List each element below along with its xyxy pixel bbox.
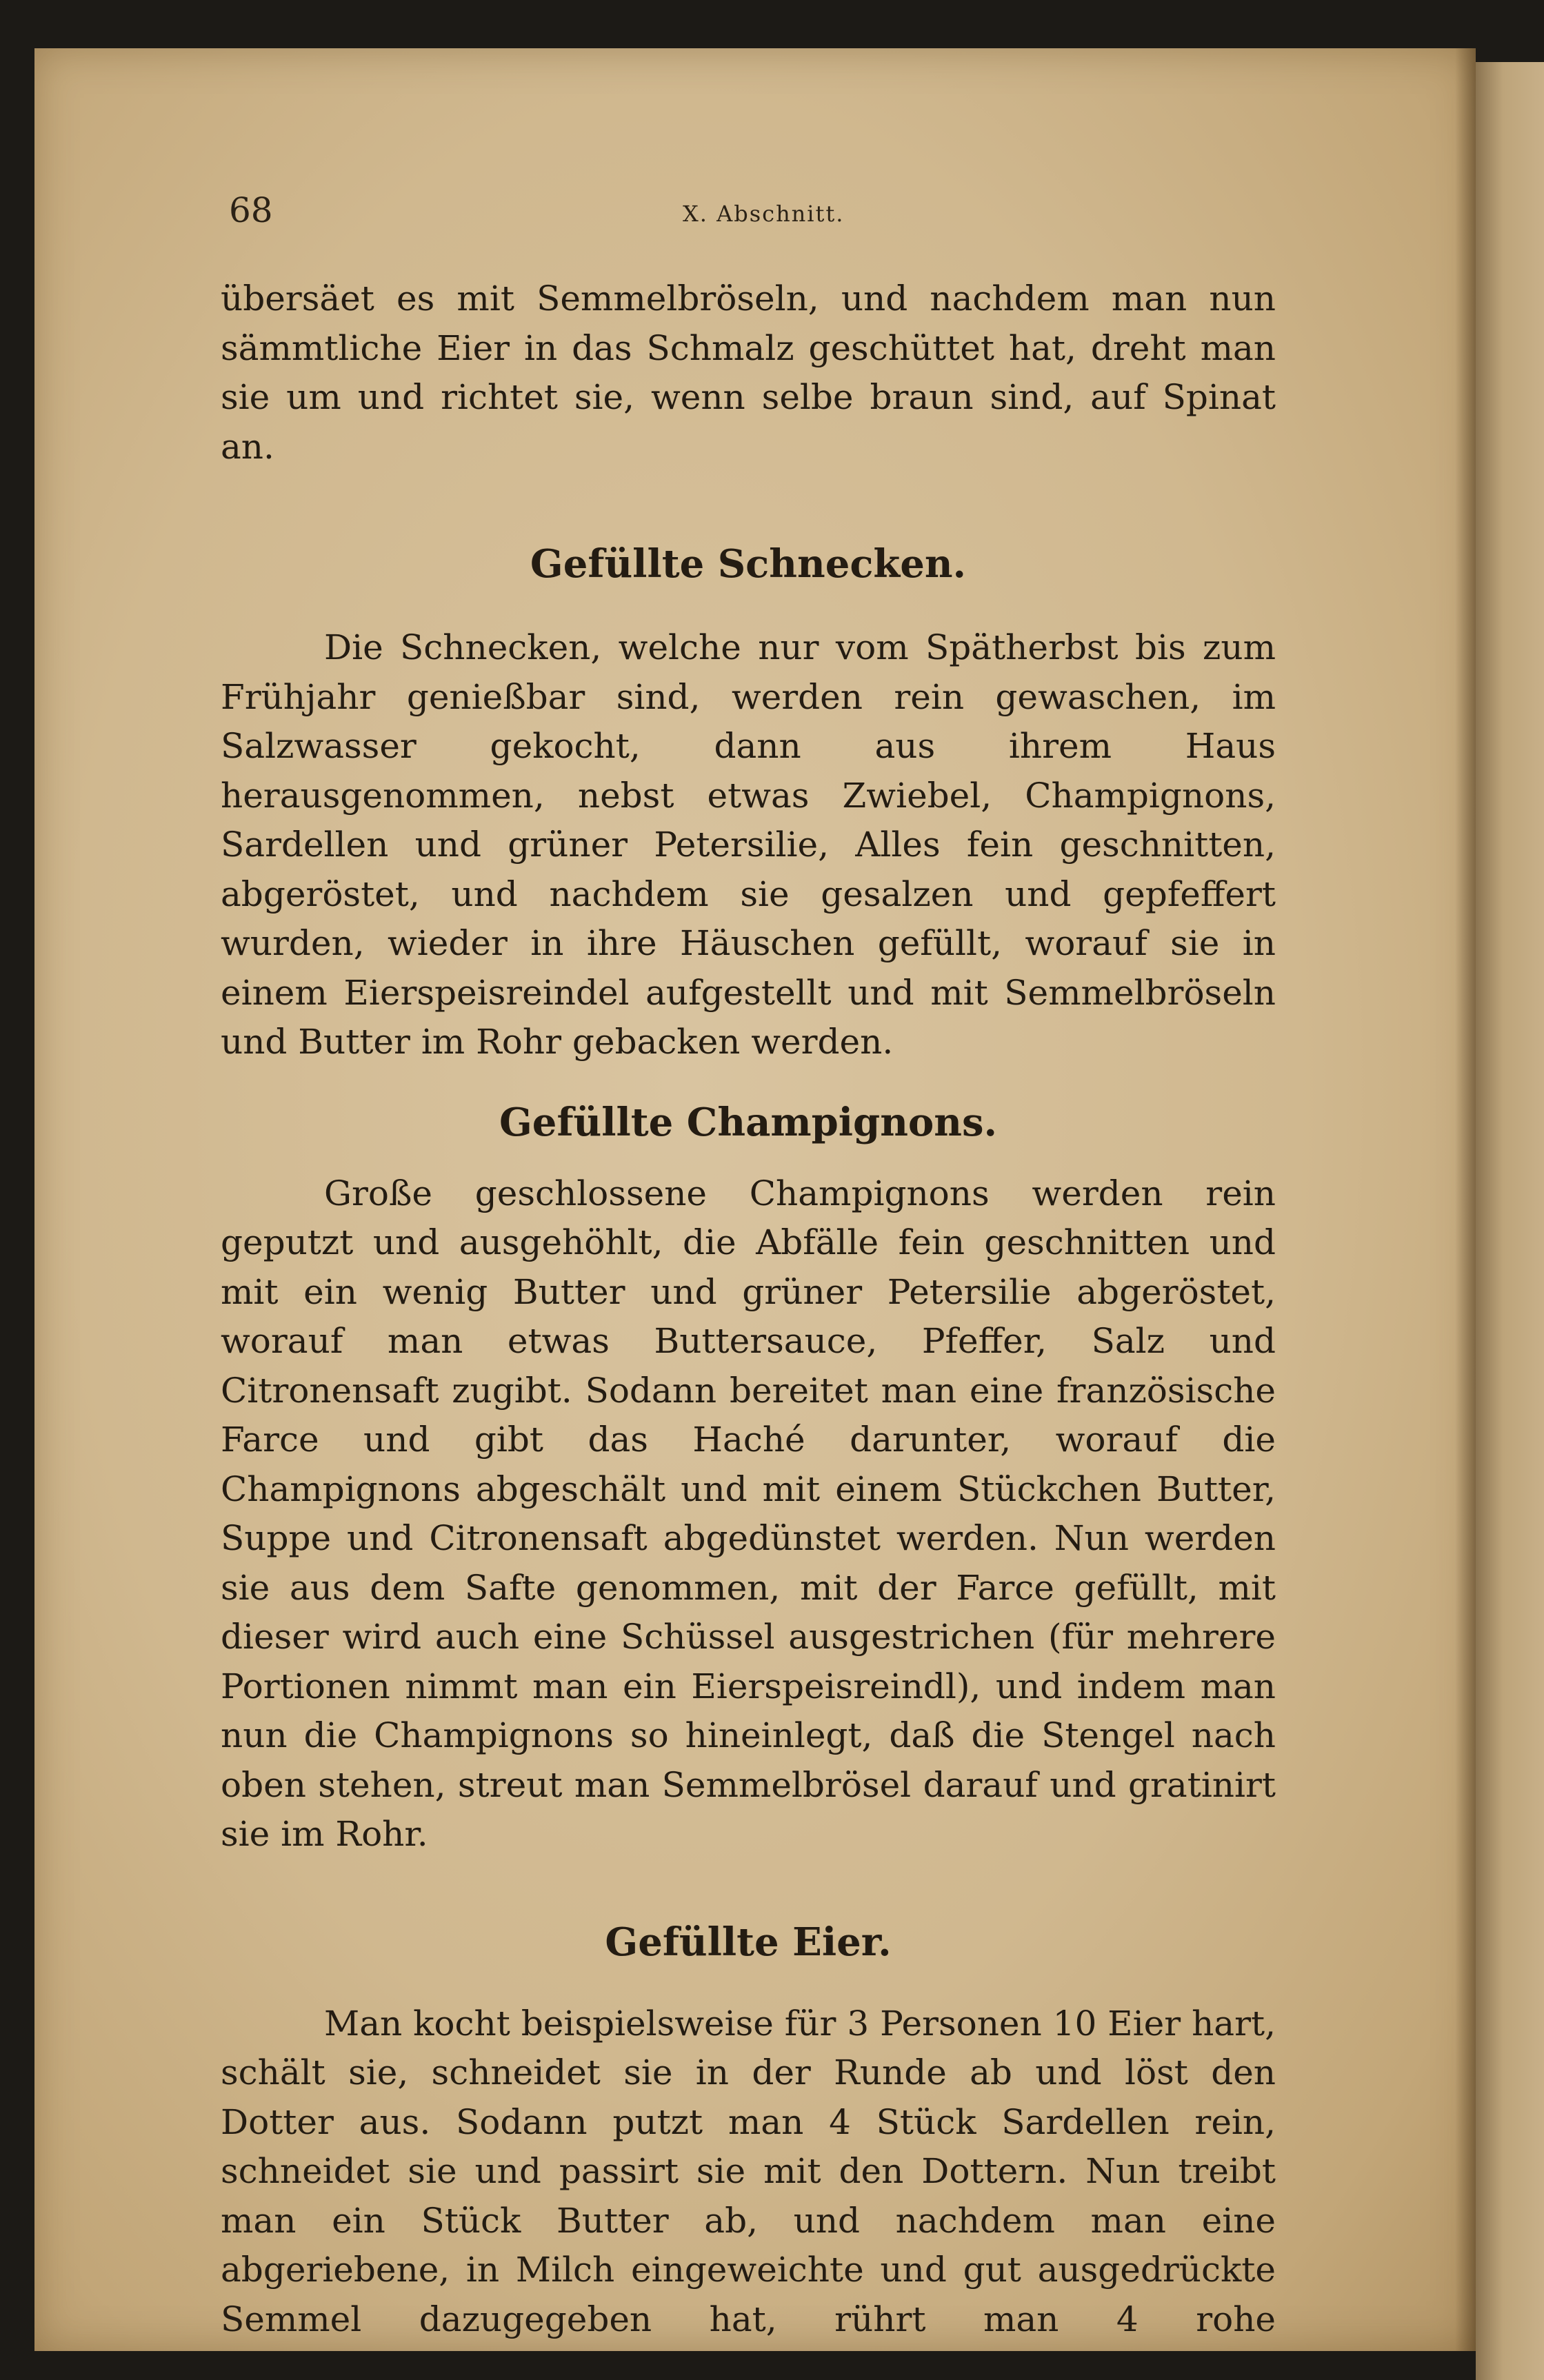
page-body [221,274,1276,2344]
paragraph-schnecken: Die Schnecken, welche nur vom Spätherbst bis zum Frühjahr genießbar sind, werden rein gewaschen, im Salzwasser gekocht, dann aus ihrem Haus herausgenommen, nebst etwas Zwiebel, Champignons, Sardellen und grüner Petersilie, Alles fein geschnitten, abgeröstet, und nachdem sie gesalzen und gepfeffert wurden, wieder in ihre Häuschen gefüllt, worauf sie in einem Eierspeisreindel aufgestellt und mit Semmelbröseln und Butter im Rohr gebacken werden. [221,627,1276,1062]
heading-gefuellte-eier: Gefüllte Eier. [605,1919,892,1965]
page-header [186,188,1290,236]
next-page-edge [1476,62,1544,2380]
paragraph-eier: Man kocht beispielsweise für 3 Personen 10 Eier hart, schält sie, schneidet sie in der Runde ab und löst den Dotter aus. Sodann putzt man 4 Stück Sardellen rein, schneidet sie und passirt sie mit den Dottern. Nun treibt man ein Stück Butter ab, und nachdem man eine abgeriebene, in Milch eingeweichte und gut ausgedrückte Semmel dazugegeben hat, rührt man 4 rohe [221,2003,1276,2339]
paragraph-continuation: übersäet es mit Semmelbröseln, und nachdem man nun sämmtliche Eier in das Schmalz geschüttet hat, dreht man sie um und richtet sie, wenn selbe braun sind, auf Spinat an. [221,279,1276,467]
paragraph-champignons: Große geschlossene Champignons werden rein geputzt und ausgehöhlt, die Abfälle fein geschnitten und mit ein wenig Butter und grüner Petersilie abgeröstet, worauf man etwas Buttersauce, Pfeffer, Salz und Citronensaft zugibt. Sodann bereitet man eine französische Farce und gibt das Haché darunter, worauf die Champignons abgeschält und mit einem Stückchen Butter, Suppe und Citronensaft abgedünstet werden. Nun werden sie aus dem Safte genommen, mit der Farce gefüllt, mit dieser wird auch eine Schüssel ausgestrichen (für mehrere Portionen nimmt man ein Eierspeisreindl), und indem man nun die Champignons so hineinlegt, daß die Stengel nach oben stehen, streut man Semmelbrösel darauf und gratinirt sie im Rohr. [221,1173,1276,1854]
page-gutter-shadow [1455,48,1476,2351]
page-number: 68 [229,190,273,230]
running-head: X. Abschnitt. [683,201,845,227]
heading-gefuellte-schnecken: Gefüllte Schnecken. [530,541,967,587]
heading-gefuellte-champignons: Gefüllte Champignons. [499,1099,997,1145]
